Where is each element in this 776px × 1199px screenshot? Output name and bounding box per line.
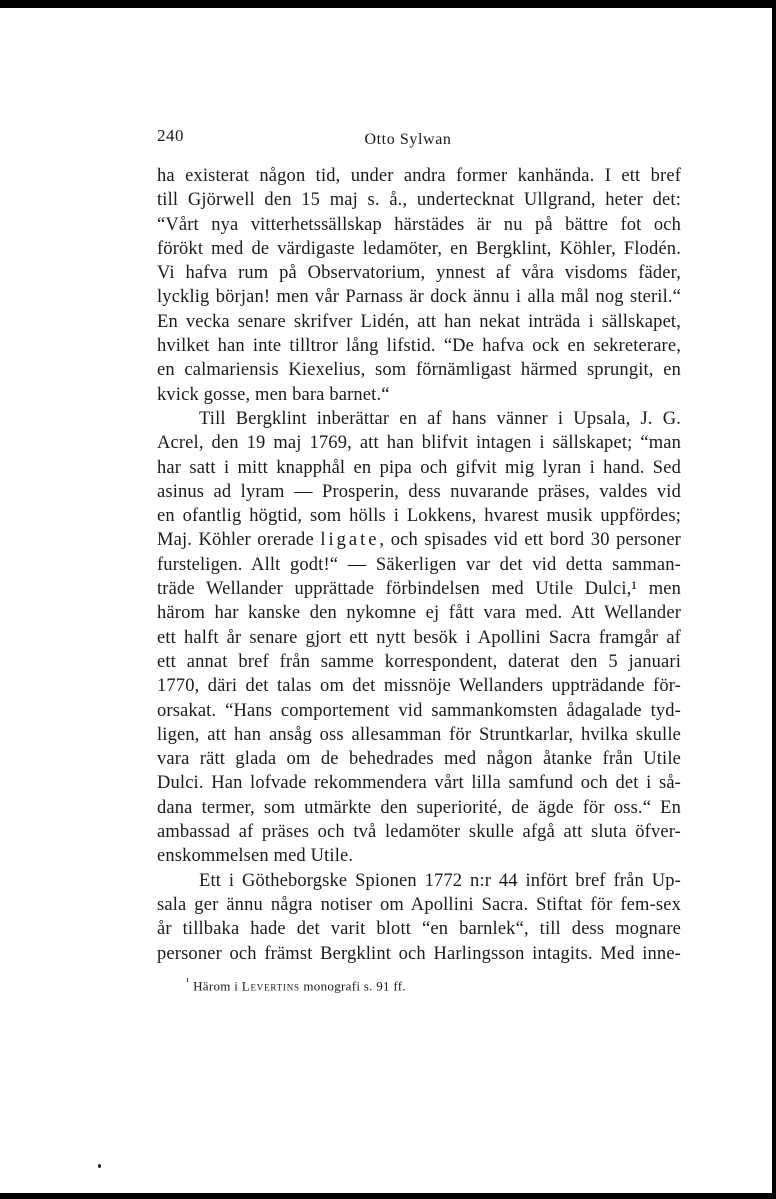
- text-line: till Gjörwell den 15 maj s. å., undertecknat Ullgrand, heter det:: [157, 190, 681, 211]
- text-line: En vecka senare skrifver Lidén, att han nekat inträda i sällskapet,: [157, 311, 681, 332]
- text-line: sala ger ännu några notiser om Apollini Sacra. Stiftat för fem-sex: [157, 894, 681, 915]
- text-line: enskommelsen med Utile.: [157, 846, 354, 867]
- text-line: ett annat bref från samme korrespondent, daterat den 5 januari: [157, 651, 681, 672]
- text-line: träde Wellander upprättade förbindelsen med Utile Dulci,¹ men: [157, 579, 681, 600]
- body-text: [157, 164, 681, 966]
- page-number: 240: [157, 126, 184, 145]
- footnote-author: Levertins: [241, 978, 300, 994]
- text-line: hvilket han inte tilltror lång lifstid. “De hafva ock en sekreterare,: [157, 336, 681, 357]
- text-line: år tillbaka hade det varit blott “en barnlek“, till dess mognare: [157, 919, 681, 940]
- text-line: [157, 528, 681, 552]
- scan-speck: [98, 1164, 101, 1168]
- text-line: kvick gosse, men bara barnet.“: [157, 384, 390, 405]
- text-line: Dulci. Han lofvade rekommendera vårt lilla samfund och det i så-: [157, 773, 681, 794]
- text-line: “Vårt nya vitterhetssällskap härstädes är nu på bättre fot och: [157, 214, 681, 235]
- text-line: en ofantlig högtid, som hölls i Lokkens, hvarest musik uppfördes;: [157, 506, 681, 527]
- text-line: personer och främst Bergklint och Harlingsson intagits. Med inne-: [157, 943, 681, 964]
- text-line: Acrel, den 19 maj 1769, att han blifvit intagen i sällskapet; “man: [157, 433, 681, 454]
- text-line: 1770, däri det talas om det missnöje Wellanders uppträdande för-: [157, 676, 681, 697]
- text-line: ett halft år senare gjort ett nytt besök i Apollini Sacra framgår af: [157, 627, 681, 648]
- text-line: ambassad af präses och två ledamöter skulle afgå att sluta öfver-: [157, 822, 681, 843]
- text-line: orsakat. “Hans comportement vid sammankomsten ådagalade tyd-: [157, 700, 681, 721]
- text-line: ha existerat någon tid, under andra former kanhända. I ett bref: [157, 166, 681, 186]
- text-line: Ett i Götheborgske Spionen 1772 n:r 44 infört bref från Up-: [199, 870, 681, 891]
- footnote-text: Härom i: [193, 978, 242, 994]
- scan-border-top: [0, 0, 776, 8]
- footnote: [186, 976, 406, 994]
- text-line: en calmariensis Kiexelius, som förnämligast härmed sprungit, en: [157, 360, 681, 381]
- text-line: Till Bergklint inberättar en af hans vänner i Upsala, J. G.: [199, 408, 681, 429]
- text-segment: Maj. Köhler orerade: [157, 530, 321, 551]
- running-head: Otto Sylwan: [364, 131, 452, 148]
- footnote-text: monografi s. 91 ff.: [299, 978, 406, 994]
- text-line: fursteligen. Allt godt!“ — Säkerligen var det vid detta samman-: [157, 554, 681, 575]
- text-line: lycklig början! men vår Parnass är dock ännu i alla mål nog steril.“: [157, 287, 681, 308]
- text-line: dana termer, som utmärkte den superiorité, de ägde för oss.“ En: [157, 797, 681, 818]
- footnote-marker: ¹: [186, 976, 190, 988]
- scan-border-right: [772, 0, 776, 1199]
- scan-border-bottom: [0, 1193, 776, 1199]
- text-line: har satt i mitt knapphål en pipa och gifvit mig lyran i hand. Sed: [157, 457, 681, 478]
- emphasized-word: ligate: [320, 530, 380, 551]
- text-line: asinus ad lyram — Prosperin, dess nuvarande präses, valdes vid: [157, 481, 681, 502]
- text-line: ligen, att han ansåg oss allesamman för Struntkarlar, hvilka skulle: [157, 724, 681, 745]
- text-line: Vi hafva rum på Observatorium, ynnest af våra visdoms fäder,: [157, 263, 681, 284]
- text-segment: , och spisades vid ett bord 30 personer: [379, 530, 681, 551]
- text-line: förökt med de värdigaste ledamöter, en Bergklint, Köhler, Flodén.: [157, 238, 681, 259]
- text-line: härom har kanske den nykomne ej fått vara med. Att Wellander: [157, 603, 681, 624]
- text-line: vara rätt glada om de behedrades med någon åtanke från Utile: [157, 749, 681, 770]
